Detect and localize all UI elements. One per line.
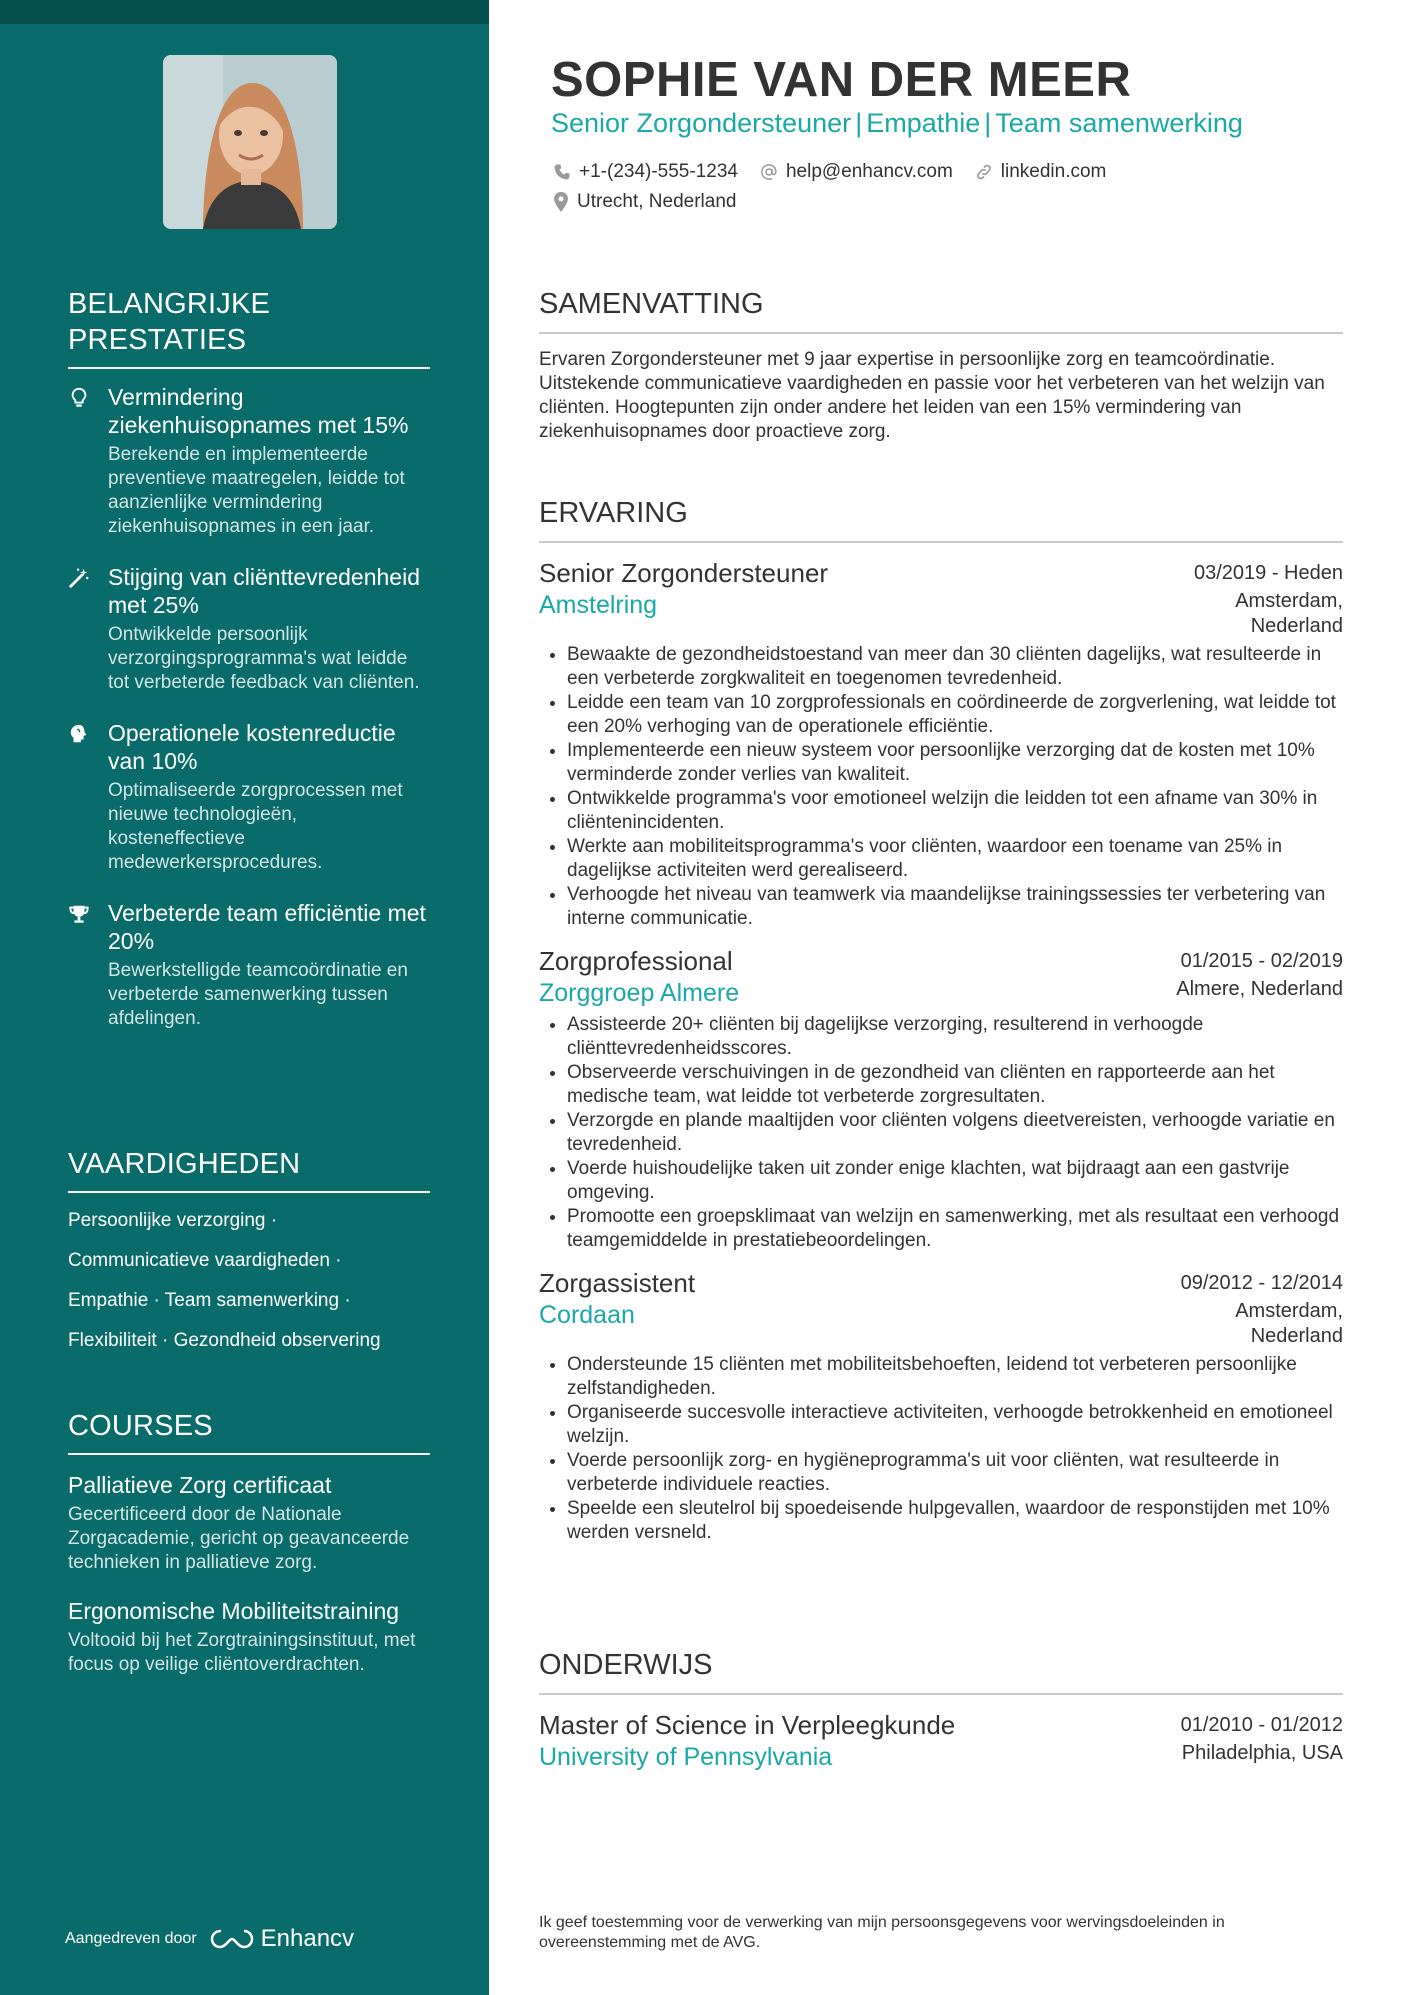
email-contact[interactable] [760, 161, 953, 183]
job-company: Amstelring [539, 591, 658, 619]
candidate-name: SOPHIE VAN DER MEER [551, 53, 1132, 107]
tagline-item: Empathie [866, 108, 981, 138]
enhancv-logo-text: Enhancv [260, 1925, 355, 1952]
skills-section [68, 1146, 430, 1369]
tagline-item: Team samenwerking [995, 108, 1243, 138]
profile-photo-image [163, 55, 337, 229]
brain-icon [68, 723, 90, 745]
at-sign-icon [760, 163, 778, 181]
course-title: Palliatieve Zorg certificaat [68, 1472, 332, 1498]
job-bullet: • Speelde een sleutelrol bij spoedeisende hulpgevallen, waardoor de responstijden met 10% werden versneld. [567, 1497, 1343, 1545]
achievements-title: BELANGRIJKE PRESTATIES [68, 286, 430, 369]
education-location: Philadelphia, USA [1181, 1742, 1343, 1764]
magic-wand-icon [68, 567, 90, 589]
job-bullet: • Verhoogde het niveau van teamwerk via maandelijkse trainingssessies ter verbetering van interne communicatie. [567, 883, 1343, 931]
job-date: 03/2019 - Heden [1193, 562, 1343, 584]
enhancv-logo-icon [209, 1927, 255, 1951]
contact-row [553, 161, 1128, 183]
achievements-section [68, 286, 430, 1055]
job-bullets [539, 643, 1343, 931]
enhancv-logo[interactable] [209, 1925, 354, 1953]
tagline-item: Senior Zorgondersteuner [551, 108, 852, 138]
job-bullet: • Werkte aan mobiliteitsprogramma's voor cliënten, waardoor een toename van 25% in dagelijkse activiteiten werd gerealiseerd. [567, 835, 1343, 883]
achievement-item [68, 719, 430, 875]
job-entry [539, 557, 1343, 931]
job-bullet: • Bewaakte de gezondheidstoestand van meer dan 30 cliënten dagelijks, wat resulteerde in een verbeterde zorgkwaliteit en toegenomen tevredenheid. [567, 643, 1343, 691]
achievement-item [68, 899, 430, 1031]
courses-title: COURSES [68, 1408, 430, 1455]
education-date: 01/2010 - 01/2012 [1180, 1714, 1343, 1736]
course-description: Gecertificeerd door de Nationale Zorgacademie, gericht op geavanceerde technieken in palliatieve zorg. [68, 1504, 410, 1573]
degree-title: Master of Science in Verpleegkunde [539, 1710, 956, 1740]
skill-line: Empathie · Team samenwerking · [68, 1290, 351, 1311]
achievement-description: Berekende en implementeerde preventieve maatregelen, leidde tot aanzienlijke vermindering ziekenhuisopnames in een jaar. [108, 444, 405, 537]
experience-section [539, 495, 1343, 1545]
phone-icon [553, 163, 571, 181]
powered-by-text: Aangedreven door [65, 1930, 197, 1947]
experience-title: ERVARING [539, 495, 1343, 543]
job-bullet: • Leidde een team van 10 zorgprofessionals en coördineerde de zorgverlening, wat leidde tot een 20% verhoging van de operationele efficiëntie. [567, 691, 1343, 739]
job-bullet: • Voerde huishoudelijke taken uit zonder enige klachten, wat bijdraagt aan een gastvrije omgeving. [567, 1157, 1343, 1205]
school-name: University of Pennsylvania [539, 1743, 833, 1771]
achievement-title: Verbeterde team efficiëntie met 20% [108, 900, 426, 954]
achievement-item [68, 383, 430, 539]
location-row [553, 191, 758, 213]
location-text: Utrecht, Nederland [577, 191, 737, 212]
tagline-separator: | [984, 108, 992, 138]
skills-title: VAARDIGHEDEN [68, 1146, 430, 1193]
education-title: ONDERWIJS [539, 1647, 1343, 1695]
achievement-item [68, 563, 430, 695]
job-entry [539, 1267, 1343, 1545]
achievement-description: Ontwikkelde persoonlijk verzorgingsprogramma's wat leidde tot verbeterde feedback van cliënten. [108, 624, 420, 693]
sidebar-top-bar [0, 0, 489, 24]
summary-section [539, 286, 1343, 444]
job-bullets [539, 1353, 1343, 1545]
skill-line: Persoonlijke verzorging · [68, 1210, 278, 1231]
job-location: Amsterdam, Nederland [1235, 1300, 1343, 1347]
location-pin-icon [553, 192, 569, 212]
linkedin-contact[interactable] [975, 161, 1107, 183]
job-location: Almere, Nederland [1176, 978, 1343, 1000]
job-bullet: • Ontwikkelde programma's voor emotioneel welzijn die leidden tot een afname van 30% in cliëntenincidenten. [567, 787, 1343, 835]
location-contact [553, 191, 736, 213]
email-text: help@enhancv.com [785, 161, 953, 182]
summary-title: SAMENVATTING [539, 286, 1343, 334]
job-company: Zorggroep Almere [539, 979, 740, 1007]
job-title: Zorgassistent [539, 1268, 696, 1298]
job-location: Amsterdam, Nederland [1235, 590, 1343, 637]
education-entry [539, 1709, 1343, 1773]
achievement-title: Operationele kostenreductie van 10% [108, 720, 396, 774]
job-bullet: • Voerde persoonlijk zorg- en hygiëneprogramma's uit voor cliënten, wat resulteerde in verbeterde individuele reacties. [567, 1449, 1343, 1497]
course-item [68, 1597, 430, 1677]
job-company: Cordaan [539, 1301, 635, 1329]
job-date: 01/2015 - 02/2019 [1180, 950, 1343, 972]
tagline-separator: | [855, 108, 863, 138]
achievement-title: Stijging van cliënttevredenheid met 25% [108, 564, 420, 618]
achievement-description: Optimaliseerde zorgprocessen met nieuwe technologieën, kosteneffectieve medewerkersprocedures. [108, 780, 403, 873]
job-bullet: • Organiseerde succesvolle interactieve activiteiten, verhoogde betrokkenheid en emotioneel welzijn. [567, 1401, 1343, 1449]
powered-by [65, 1925, 354, 1953]
link-icon [975, 163, 993, 181]
phone-text: +1-(234)-555-1234 [579, 161, 738, 182]
job-bullets [539, 1013, 1343, 1253]
achievement-description: Bewerkstelligde teamcoördinatie en verbeterde samenwerking tussen afdelingen. [108, 960, 408, 1029]
job-date: 09/2012 - 12/2014 [1180, 1272, 1343, 1294]
job-bullet: • Verzorgde en plande maaltijden voor cliënten volgens dieetvereisten, verhoogde variatie en tevredenheid. [567, 1109, 1343, 1157]
course-title: Ergonomische Mobiliteitstraining [68, 1598, 400, 1624]
gdpr-consent-note: Ik geef toestemming voor de verwerking van mijn persoonsgegevens voor wervingsdoeleinden in overeenstemming met de AVG. [539, 1914, 1225, 1951]
achievement-title: Vermindering ziekenhuisopnames met 15% [108, 384, 409, 438]
job-title: Zorgprofessional [539, 946, 733, 976]
tagline [551, 108, 1243, 139]
skill-line: Flexibiliteit · Gezondheid observering [68, 1330, 381, 1351]
sidebar [0, 0, 489, 1995]
education-section [539, 1647, 1343, 1773]
job-bullet: • Promootte een groepsklimaat van welzijn en samenwerking, met als resultaat een verhoogd teamgemiddelde in prestatiebeoordelingen. [567, 1205, 1343, 1253]
job-bullet: • Assisteerde 20+ cliënten bij dagelijkse verzorging, resulterend in verhoogde cliënttevredenheidsscores. [567, 1013, 1343, 1061]
skill-line: Communicatieve vaardigheden · [68, 1250, 342, 1271]
profile-photo [163, 55, 337, 229]
course-item [68, 1471, 430, 1575]
job-entry [539, 945, 1343, 1253]
summary-text: Ervaren Zorgondersteuner met 9 jaar expertise in persoonlijke zorg en teamcoördinatie. Uitstekende communicatieve vaardigheden en passie voor het verbeteren van het welzijn van cliënten. Hoogtepunten zijn onder andere het leiden van een 15% vermindering van ziekenhuisopnames door proactieve zorg. [539, 349, 1325, 442]
trophy-icon [68, 903, 90, 925]
job-title: Senior Zorgondersteuner [539, 558, 829, 588]
job-bullet: • Ondersteunde 15 cliënten met mobiliteitsbehoeften, leidend tot verbeteren persoonlijke zelfstandigheden. [567, 1353, 1343, 1401]
linkedin-text: linkedin.com [1000, 161, 1107, 182]
course-description: Voltooid bij het Zorgtrainingsinstituut, met focus op veilige cliëntoverdrachten. [68, 1630, 416, 1675]
job-bullet: • Implementeerde een nieuw systeem voor persoonlijke verzorging dat de kosten met 10% verminderde zonder verlies van kwaliteit. [567, 739, 1343, 787]
phone-contact[interactable] [553, 161, 738, 183]
courses-section [68, 1408, 430, 1699]
job-bullet: • Observeerde verschuivingen in de gezondheid van cliënten en rapporteerde aan het medische team, wat leidde tot verbeterde zorgresultaten. [567, 1061, 1343, 1109]
lightbulb-icon [68, 387, 90, 409]
